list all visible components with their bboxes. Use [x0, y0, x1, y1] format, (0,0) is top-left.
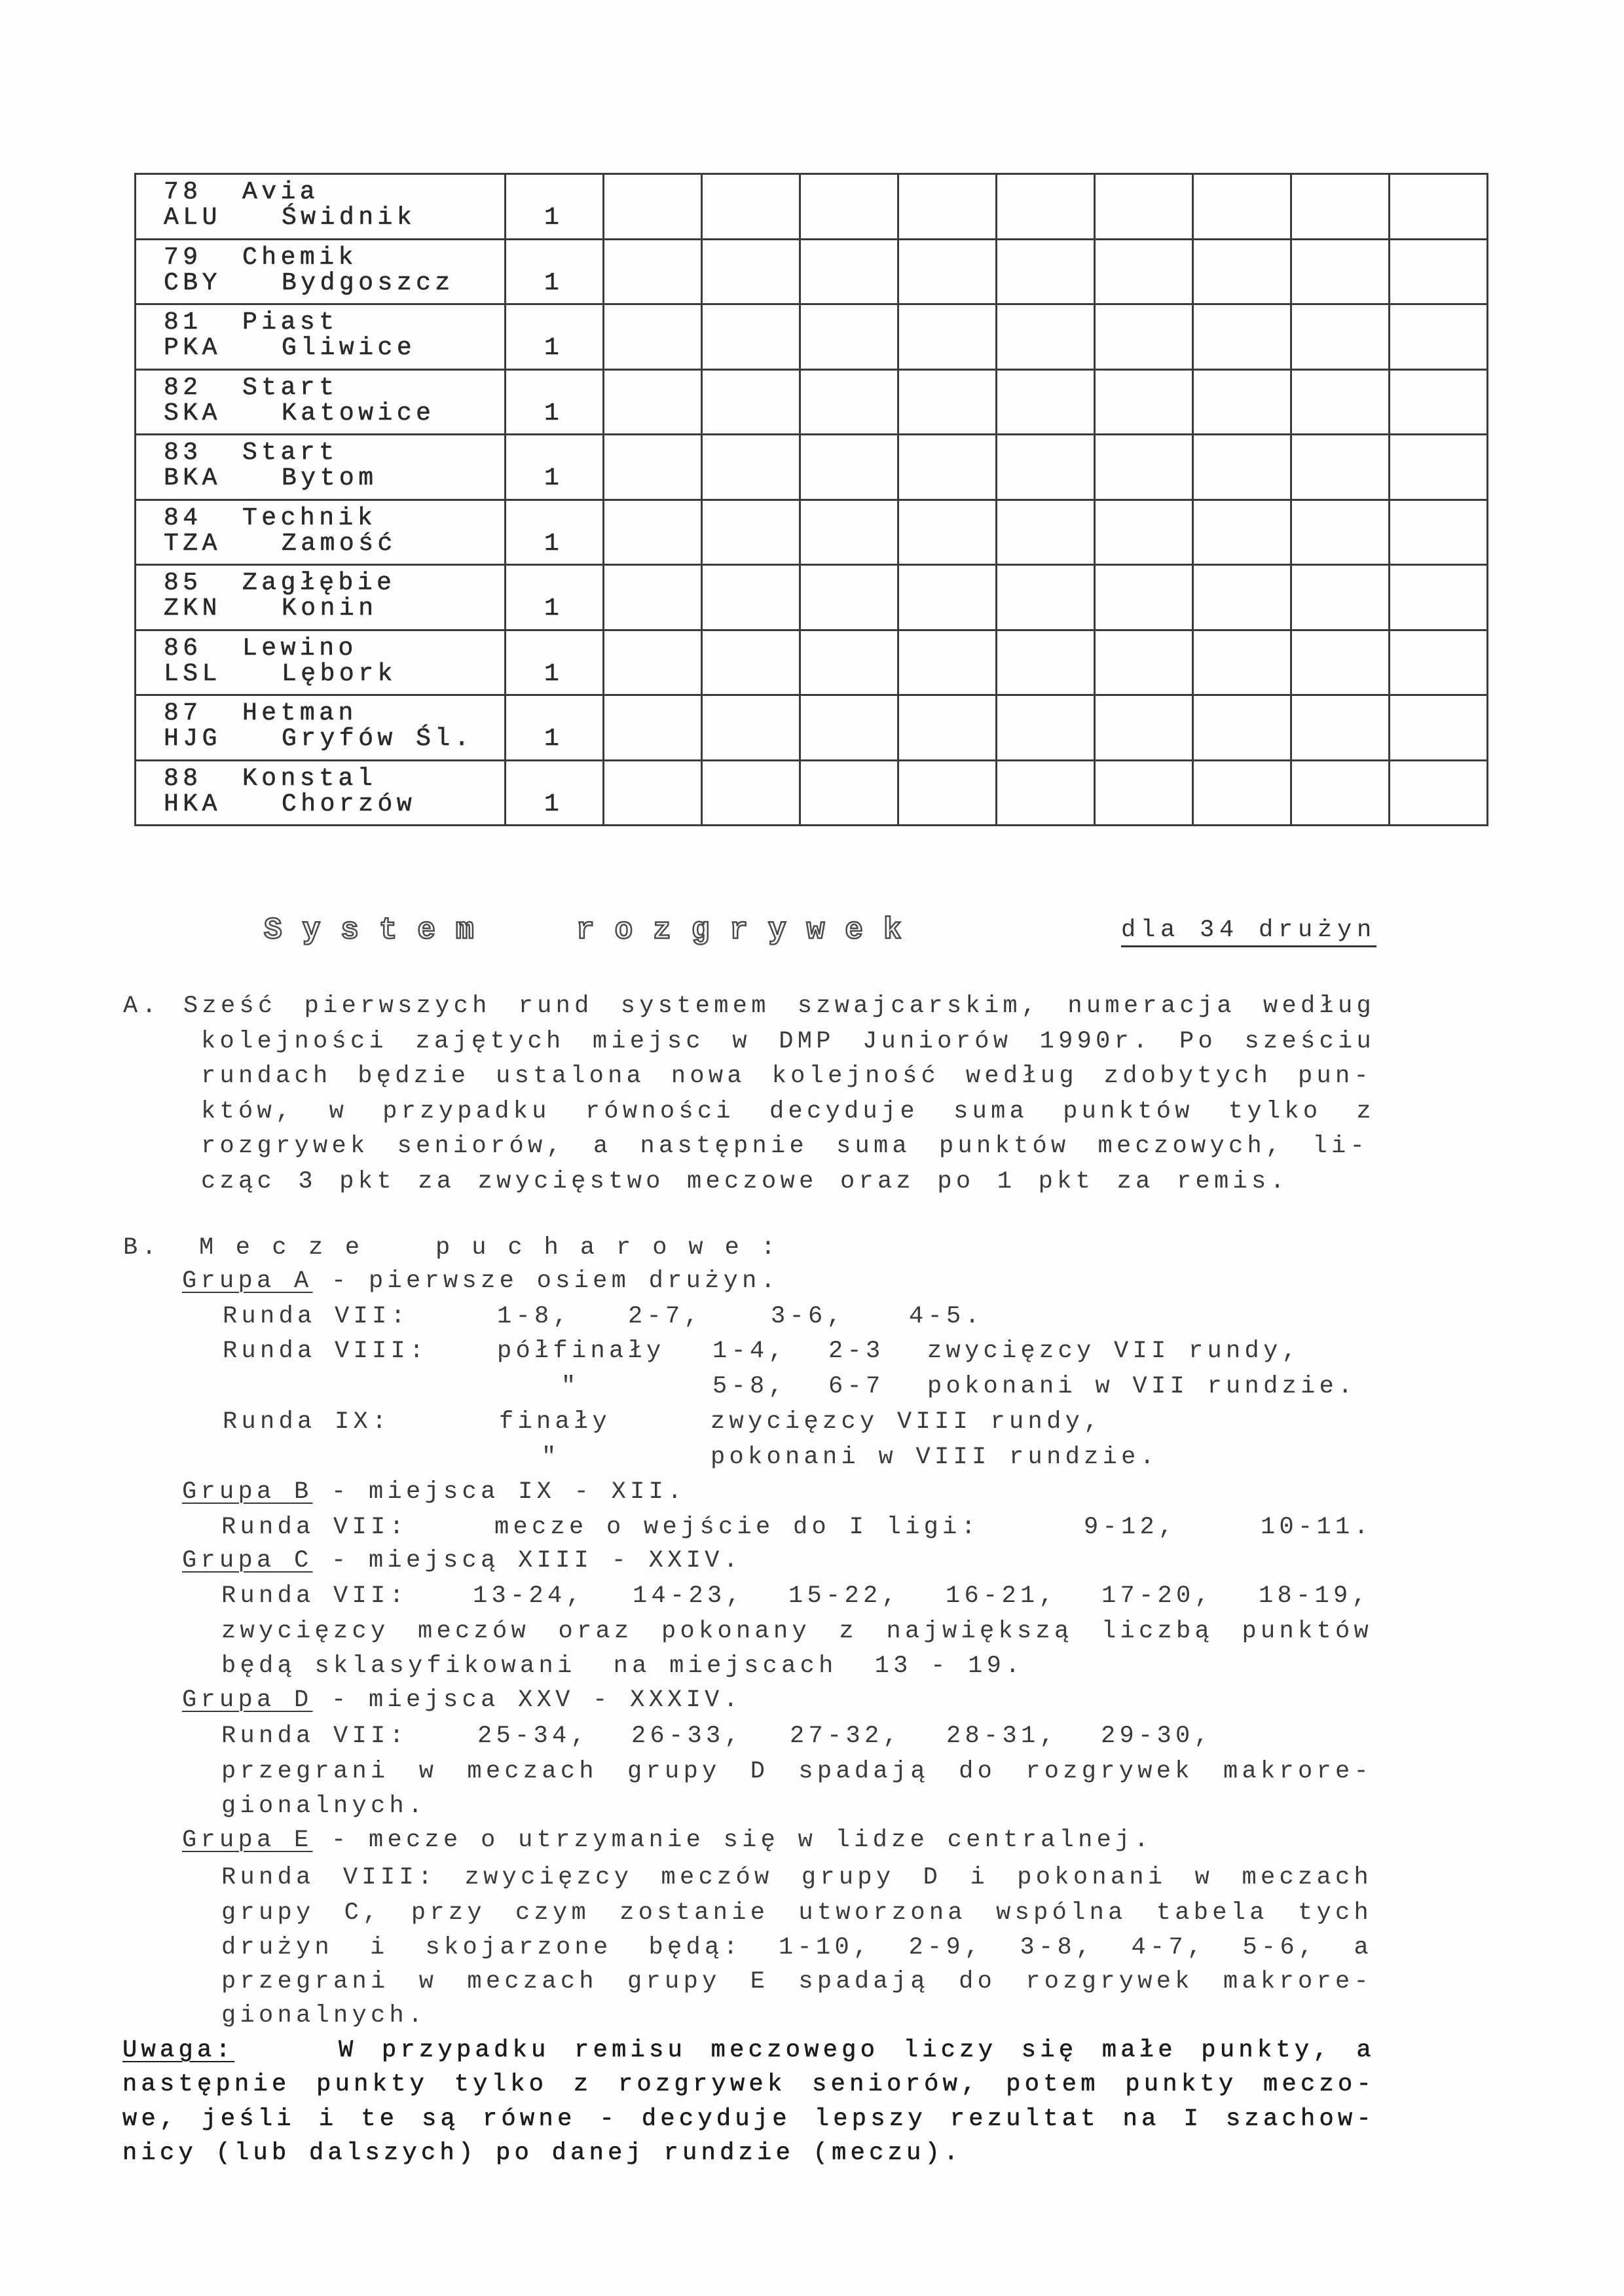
score-cell: [899, 175, 997, 240]
group-b-heading: [182, 1476, 686, 1508]
section-b-title-word-1: Mecze: [199, 1234, 382, 1262]
team-value: 1: [544, 529, 564, 558]
score-cell: [997, 240, 1096, 306]
group-c-line: zwycięzcy meczów oraz pokonany z największą liczbą punktów: [221, 1618, 1373, 1645]
score-cell: [1390, 175, 1488, 240]
pairing: 5-8,: [712, 1373, 788, 1400]
score-cell: [604, 566, 703, 631]
score-cell: [703, 175, 801, 240]
section-title-word-2: rozgrywek: [576, 913, 922, 947]
pairing: 18-19,: [1259, 1582, 1371, 1610]
value-cell: [506, 305, 604, 371]
team-cell: [136, 175, 506, 240]
round-label: Runda VII:: [223, 1303, 410, 1330]
score-cell: [997, 175, 1096, 240]
score-cell: [1390, 696, 1488, 761]
team-value: 1: [544, 659, 564, 688]
group-c-desc: - miejscą XIII - XXIV.: [312, 1547, 743, 1575]
team-code: ALU: [164, 204, 221, 232]
team-code: SKA: [164, 399, 221, 428]
score-cell: [1194, 305, 1292, 371]
group-b-desc: - miejsca IX - XII.: [312, 1478, 686, 1506]
round-label: Runda VII:: [221, 1722, 409, 1750]
team-club: Start: [242, 373, 339, 402]
note-line: W przypadku remisu meczowego liczy się małe punkty, a: [339, 2037, 1375, 2064]
value-cell: [506, 371, 604, 436]
score-cell: [1096, 305, 1194, 371]
pairing: 2-7,: [628, 1303, 703, 1330]
round-label: Runda VII:: [221, 1514, 409, 1541]
section-b-label: B.: [123, 1234, 161, 1262]
value-cell: [506, 501, 604, 566]
score-cell: [604, 371, 703, 436]
score-cell: [899, 761, 997, 827]
score-cell: [604, 631, 703, 697]
note-line: następnie punkty tylko z rozgrywek seniorów, potem punkty meczo-: [122, 2071, 1375, 2098]
team-code: BKA: [164, 464, 221, 492]
pairing: 1-8,: [497, 1303, 572, 1330]
section-b-title-word-2: pucharowe:: [435, 1234, 798, 1262]
score-cell: [801, 696, 899, 761]
team-value: 1: [544, 725, 564, 753]
score-cell: [703, 761, 801, 827]
score-cell: [604, 305, 703, 371]
section-a-line: cząc 3 pkt za zwycięstwo meczowe oraz po 1 pkt za remis.: [201, 1168, 1289, 1195]
round-note: zwycięzcy VIII rundy,: [710, 1408, 1103, 1436]
value-cell: [506, 175, 604, 240]
round-note: pokonani w VII rundzie.: [927, 1373, 1357, 1400]
pairing: 27-32,: [790, 1722, 902, 1750]
score-cell: [899, 566, 997, 631]
note-line: nicy (lub dalszych) po danej rundzie (meczu).: [122, 2140, 963, 2167]
score-cell: [1292, 501, 1390, 566]
pairing: 28-31,: [946, 1722, 1059, 1750]
score-cell: [1390, 240, 1488, 306]
score-cell: [1096, 175, 1194, 240]
pairing: 9-12,: [1084, 1514, 1177, 1541]
pairing: 26-33,: [631, 1722, 744, 1750]
score-cell: [1194, 696, 1292, 761]
score-cell: [997, 371, 1096, 436]
group-c-line: będą sklasyfikowani na miejscach 13 - 19.: [221, 1652, 1024, 1680]
group-c-name: Grupa C: [182, 1547, 313, 1575]
note-line: we, jeśli i te są równe - decyduje lepszy rezultat na I szachow-: [122, 2105, 1375, 2133]
team-cell: [136, 761, 506, 827]
group-e-line: gionalnych.: [221, 2002, 427, 2030]
pairing: 16-21,: [946, 1582, 1058, 1610]
score-cell: [997, 566, 1096, 631]
team-city: Konin: [282, 594, 378, 623]
team-city: Gryfów Śl.: [282, 725, 474, 753]
team-cell: [136, 240, 506, 306]
team-cell: [136, 501, 506, 566]
team-club: Konstal: [242, 764, 377, 793]
team-cell: [136, 696, 506, 761]
group-e-line: drużyn i skojarzone będą: 1-10, 2-9, 3-8, 4-7, 5-6, a: [221, 1934, 1373, 1961]
team-club: Zagłębie: [242, 569, 396, 597]
score-cell: [703, 631, 801, 697]
team-value: 1: [544, 204, 564, 232]
section-title-word-1: System: [264, 913, 494, 947]
round-label: Runda VIII:: [223, 1338, 428, 1365]
group-d-name: Grupa D: [182, 1686, 313, 1714]
team-number: 88: [164, 764, 202, 793]
pairing: 17-20,: [1101, 1582, 1214, 1610]
score-cell: [1096, 696, 1194, 761]
team-value: 1: [544, 594, 564, 623]
pairing: 2-3: [828, 1338, 885, 1365]
score-cell: [703, 501, 801, 566]
score-cell: [1390, 305, 1488, 371]
value-cell: [506, 435, 604, 501]
group-d-heading: [182, 1685, 742, 1716]
score-cell: [1292, 435, 1390, 501]
value-cell: [506, 696, 604, 761]
score-cell: [997, 501, 1096, 566]
team-city: Bytom: [282, 464, 378, 492]
section-a-line: Sześć pierwszych rund systemem szwajcarskim, numeracja według: [183, 993, 1375, 1020]
score-cell: [997, 435, 1096, 501]
group-d-desc: - miejsca XXV - XXXIV.: [312, 1686, 743, 1714]
team-value: 1: [544, 790, 564, 818]
score-cell: [1390, 631, 1488, 697]
score-cell: [997, 761, 1096, 827]
team-club: Piast: [242, 308, 339, 337]
score-cell: [1096, 240, 1194, 306]
score-cell: [899, 240, 997, 306]
group-d-line: gionalnych.: [221, 1793, 427, 1820]
value-cell: [506, 240, 604, 306]
score-cell: [703, 566, 801, 631]
value-cell: [506, 761, 604, 827]
group-e-heading: [182, 1825, 1153, 1856]
score-cell: [1194, 240, 1292, 306]
score-cell: [604, 761, 703, 827]
score-cell: [703, 240, 801, 306]
round-stage: finały: [499, 1408, 612, 1436]
score-cell: [1390, 501, 1488, 566]
score-cell: [1194, 175, 1292, 240]
round-label: Runda VII:: [221, 1582, 409, 1610]
score-cell: [1292, 371, 1390, 436]
score-cell: [703, 435, 801, 501]
score-cell: [1194, 435, 1292, 501]
team-club: Start: [242, 439, 339, 467]
score-cell: [1096, 435, 1194, 501]
team-cell: [136, 631, 506, 697]
round-stage: półfinały: [497, 1338, 665, 1365]
pairing: 4-5.: [909, 1303, 984, 1330]
score-cell: [801, 240, 899, 306]
score-cell: [1390, 761, 1488, 827]
ditto-mark: ": [542, 1444, 561, 1471]
group-e-name: Grupa E: [182, 1827, 313, 1854]
score-cell: [604, 696, 703, 761]
group-e-desc: - mecze o utrzymanie się w lidze centralnej.: [312, 1827, 1153, 1854]
pairing: 6-7: [828, 1373, 885, 1400]
team-cell: [136, 371, 506, 436]
group-e-line: Runda VIII: zwycięzcy meczów grupy D i pokonani w meczach: [221, 1864, 1373, 1891]
value-cell: [506, 631, 604, 697]
score-cell: [1194, 631, 1292, 697]
section-a-label: A.: [123, 993, 161, 1020]
team-number: 79: [164, 243, 202, 272]
score-cell: [604, 435, 703, 501]
team-value: 1: [544, 399, 564, 428]
team-code: CBY: [164, 268, 221, 297]
score-cell: [1194, 371, 1292, 436]
score-cell: [1194, 501, 1292, 566]
section-a-line: rundach będzie ustalona nowa kolejność według zdobytych pun-: [201, 1063, 1373, 1090]
pairing: 29-30,: [1101, 1722, 1213, 1750]
team-number: 83: [164, 439, 202, 467]
score-cell: [1390, 566, 1488, 631]
team-number: 87: [164, 699, 202, 727]
round-label: Runda IX:: [223, 1408, 391, 1436]
score-cell: [1292, 631, 1390, 697]
team-code: TZA: [164, 529, 221, 558]
team-value: 1: [544, 464, 564, 492]
score-cell: [703, 305, 801, 371]
team-number: 78: [164, 178, 202, 206]
score-cell: [899, 371, 997, 436]
pairing: 25-34,: [477, 1722, 590, 1750]
team-club: Hetman: [242, 699, 358, 727]
score-cell: [1096, 631, 1194, 697]
team-city: Bydgoszcz: [282, 268, 454, 297]
pairing: 10-11.: [1261, 1514, 1373, 1541]
score-cell: [1194, 761, 1292, 827]
group-a-desc: - pierwsze osiem drużyn.: [312, 1267, 780, 1295]
team-code: PKA: [164, 334, 221, 362]
team-number: 86: [164, 634, 202, 663]
note-label: Uwaga:: [122, 2037, 235, 2064]
score-cell: [801, 175, 899, 240]
group-b-name: Grupa B: [182, 1478, 313, 1506]
score-cell: [1096, 566, 1194, 631]
score-cell: [1390, 371, 1488, 436]
score-cell: [801, 761, 899, 827]
score-cell: [1096, 761, 1194, 827]
score-cell: [604, 501, 703, 566]
score-cell: [801, 371, 899, 436]
pairing: 1-4,: [712, 1338, 788, 1365]
score-cell: [997, 631, 1096, 697]
score-cell: [703, 696, 801, 761]
pairing: 15-22,: [788, 1582, 901, 1610]
score-cell: [1096, 501, 1194, 566]
score-cell: [801, 305, 899, 371]
round-note: mecze o wejście do I ligi:: [494, 1514, 980, 1541]
score-cell: [1292, 240, 1390, 306]
team-city: Zamość: [282, 529, 397, 558]
score-cell: [1292, 566, 1390, 631]
group-c-heading: [182, 1545, 742, 1576]
score-cell: [899, 631, 997, 697]
score-cell: [801, 501, 899, 566]
pairing: 14-23,: [633, 1582, 745, 1610]
team-cell: [136, 435, 506, 501]
team-city: Świdnik: [282, 204, 416, 232]
team-city: Gliwice: [282, 334, 416, 362]
score-cell: [997, 305, 1096, 371]
score-cell: [899, 435, 997, 501]
score-cell: [801, 435, 899, 501]
group-a-heading: [182, 1266, 779, 1297]
pairing: 13-24,: [473, 1582, 585, 1610]
score-cell: [899, 305, 997, 371]
team-code: LSL: [164, 659, 221, 688]
score-cell: [899, 696, 997, 761]
score-cell: [1292, 305, 1390, 371]
score-cell: [1292, 175, 1390, 240]
score-cell: [1292, 696, 1390, 761]
team-code: HKA: [164, 790, 221, 818]
team-club: Avia: [242, 178, 320, 206]
value-cell: [506, 566, 604, 631]
team-number: 85: [164, 569, 202, 597]
round-note: zwycięzcy VII rundy,: [927, 1338, 1301, 1365]
team-city: Chorzów: [282, 790, 416, 818]
score-cell: [1390, 435, 1488, 501]
team-number: 82: [164, 373, 202, 402]
group-a-name: Grupa A: [182, 1267, 313, 1295]
group-e-line: grupy C, przy czym zostanie utworzona wspólna tabela tych: [221, 1899, 1373, 1927]
pairing: 3-6,: [771, 1303, 846, 1330]
team-code: ZKN: [164, 594, 221, 623]
ditto-mark: ": [561, 1373, 580, 1400]
section-a-line: kolejności zajętych miejsc w DMP Juniorów 1990r. Po sześciu: [201, 1028, 1375, 1055]
team-cell: [136, 566, 506, 631]
section-a-line: któw, w przypadku równości decyduje suma punktów tylko z: [201, 1098, 1375, 1125]
score-cell: [1096, 371, 1194, 436]
score-cell: [1194, 566, 1292, 631]
score-cell: [801, 631, 899, 697]
score-cell: [997, 696, 1096, 761]
score-cell: [703, 371, 801, 436]
team-number: 84: [164, 503, 202, 532]
team-city: Katowice: [282, 399, 435, 428]
team-club: Chemik: [242, 243, 358, 272]
team-club: Technik: [242, 503, 377, 532]
team-city: Lębork: [282, 659, 397, 688]
section-subtitle: dla 34 drużyn: [1121, 915, 1376, 947]
team-club: Lewino: [242, 634, 358, 663]
section-a-line: rozgrywek seniorów, a następnie suma punktów meczowych, li-: [201, 1133, 1369, 1160]
team-number: 81: [164, 308, 202, 337]
round-note: pokonani w VIII rundzie.: [710, 1444, 1159, 1471]
team-cell: [136, 305, 506, 371]
team-table: [134, 173, 1488, 826]
score-cell: [899, 501, 997, 566]
team-value: 1: [544, 268, 564, 297]
score-cell: [604, 240, 703, 306]
score-cell: [604, 175, 703, 240]
score-cell: [801, 566, 899, 631]
team-code: HJG: [164, 725, 221, 753]
team-value: 1: [544, 334, 564, 362]
group-d-line: przegrani w meczach grupy D spadają do rozgrywek makrore-: [221, 1758, 1373, 1785]
score-cell: [1292, 761, 1390, 827]
group-e-line: przegrani w meczach grupy E spadają do rozgrywek makrore-: [221, 1968, 1373, 1995]
